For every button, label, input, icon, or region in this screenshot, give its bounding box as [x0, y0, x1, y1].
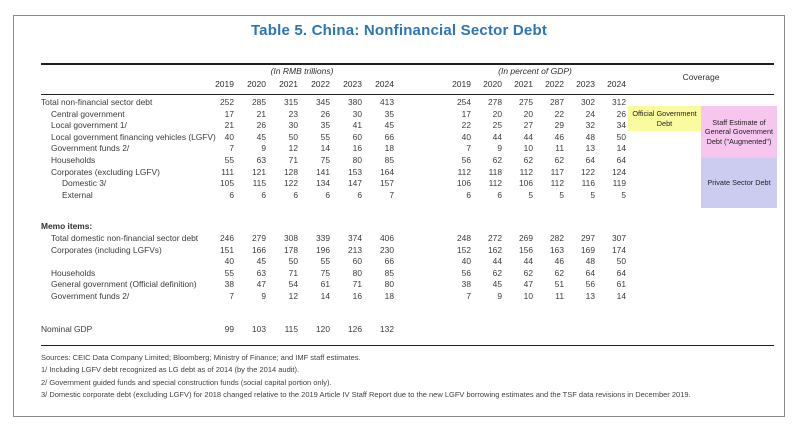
gdp-value — [473, 324, 504, 336]
rmb-value: 166 — [252, 244, 266, 255]
gdp-value: 20 — [492, 108, 502, 119]
footnotes — [41, 352, 776, 402]
gdp-value: 46 — [554, 256, 564, 267]
gdp-value: 14 — [616, 290, 626, 301]
gdp-value: 38 — [461, 279, 471, 290]
rmb-value: 75 — [320, 267, 330, 278]
coverage-gap — [628, 233, 774, 245]
gdp-value: 9 — [497, 290, 502, 301]
gdp-value: 10 — [523, 290, 533, 301]
gdp-value: 44 — [492, 131, 502, 142]
rmb-value: 60 — [352, 256, 362, 267]
rmb-value: 40 — [224, 256, 234, 267]
rmb-value: 246 — [220, 233, 234, 243]
rmb-value: 315 — [284, 97, 298, 107]
gdp-value: 50 — [616, 256, 626, 267]
rmb-value: 230 — [380, 244, 394, 255]
rmb-value: 178 — [284, 244, 298, 255]
row-label: Nominal GDP — [41, 324, 93, 334]
gdp-value: 48 — [585, 256, 595, 267]
rmb-value: 26 — [256, 120, 266, 131]
gdp-value: 275 — [519, 97, 533, 107]
gdp-value: 10 — [523, 143, 533, 154]
gdp-value: 118 — [488, 166, 502, 177]
rmb-value: 47 — [256, 279, 266, 290]
rmb-value: 7 — [389, 189, 394, 200]
rmb-value: 71 — [288, 154, 298, 165]
row-label: Domestic 3/ — [62, 178, 107, 189]
rmb-value: 122 — [284, 178, 298, 189]
gdp-value: 26 — [616, 108, 626, 119]
rmb-value: 14 — [320, 290, 330, 301]
rmb-value: 71 — [352, 279, 362, 290]
gdp-value: 62 — [554, 267, 564, 278]
rmb-value: 252 — [220, 97, 234, 107]
rmb-value: 7 — [229, 143, 234, 154]
gdp-value: 106 — [519, 178, 533, 189]
rmb-value: 80 — [384, 279, 394, 290]
rmb-value: 380 — [348, 97, 362, 107]
row-label: General government (Official definition) — [51, 279, 197, 290]
gdp-value: 7 — [466, 290, 471, 301]
rmb-value: 126 — [348, 324, 362, 334]
gdp-value: 11 — [555, 290, 564, 301]
rmb-value: 213 — [348, 244, 362, 255]
gdp-value: 297 — [581, 233, 595, 243]
rmb-value: 18 — [384, 143, 394, 154]
row-label: Households — [51, 267, 96, 278]
gdp-year-header: 2021 — [514, 79, 533, 89]
gdp-value: 62 — [554, 154, 564, 165]
rmb-group-caption: (In RMB trillions) — [270, 66, 334, 76]
coverage-box-private-sector-debt: Private Sector Debt — [701, 158, 777, 208]
header-rule — [41, 94, 774, 95]
rmb-value: 345 — [316, 97, 330, 107]
gdp-value: 64 — [616, 267, 626, 278]
gdp-value: 112 — [457, 166, 471, 177]
rmb-value: 121 — [252, 166, 266, 177]
column-gap — [398, 279, 442, 291]
table-title: Table 5. China: Nonfinancial Sector Debt — [250, 22, 548, 39]
rmb-value: 35 — [320, 120, 330, 131]
gdp-value — [442, 324, 473, 336]
gdp-value: 119 — [612, 178, 626, 189]
rmb-value: 35 — [384, 108, 394, 119]
gdp-value: 62 — [492, 154, 502, 165]
column-gap — [398, 155, 442, 167]
rmb-value: 40 — [224, 131, 234, 142]
gdp-value: 312 — [612, 97, 626, 107]
gdp-value: 254 — [457, 97, 471, 107]
footnote-3: 3/ Domestic corporate debt (excluding LGFV) for 2018 changed relative to the 2019 Article IV Staff Report due to the new LGFV borrowing estimates and the TSF data revisions in December 2019. — [41, 390, 691, 400]
column-gap — [398, 190, 442, 202]
rmb-value: 55 — [224, 154, 234, 165]
gdp-value: 61 — [616, 279, 626, 290]
rmb-value: 21 — [224, 120, 234, 131]
rmb-value: 45 — [256, 131, 266, 142]
gdp-value: 287 — [550, 97, 564, 107]
gdp-value: 174 — [612, 244, 626, 255]
coverage-gap — [628, 256, 774, 268]
gdp-value: 13 — [585, 290, 595, 301]
rmb-value: 111 — [221, 166, 234, 177]
gdp-value: 51 — [554, 279, 564, 290]
column-gap — [398, 233, 442, 245]
rmb-value: 157 — [380, 178, 394, 189]
gdp-value: 24 — [585, 108, 595, 119]
column-gap — [398, 324, 442, 336]
rmb-value: 17 — [224, 108, 234, 119]
rmb-value: 80 — [352, 267, 362, 278]
rmb-value: 6 — [229, 189, 234, 200]
rmb-value: 339 — [316, 233, 330, 243]
row-label: Corporates (including LGFVs) — [51, 244, 162, 255]
rmb-value: 41 — [352, 120, 362, 131]
gdp-value: 269 — [519, 233, 533, 243]
rmb-value: 50 — [288, 131, 298, 142]
column-gap — [398, 245, 442, 257]
gdp-value: 29 — [554, 120, 564, 131]
gdp-value: 307 — [612, 233, 626, 243]
gdp-value: 11 — [555, 143, 564, 154]
gdp-value: 46 — [554, 131, 564, 142]
coverage-gap — [628, 291, 774, 303]
rmb-value: 6 — [357, 189, 362, 200]
gdp-value: 152 — [457, 244, 471, 255]
rmb-value: 12 — [288, 143, 298, 154]
gdp-value: 64 — [616, 154, 626, 165]
gdp-value: 112 — [519, 166, 533, 177]
rmb-value: 55 — [320, 256, 330, 267]
gdp-value: 6 — [497, 189, 502, 200]
gdp-value: 162 — [488, 244, 502, 255]
gdp-value: 56 — [461, 154, 471, 165]
gdp-value: 14 — [616, 143, 626, 154]
gdp-value: 64 — [585, 267, 595, 278]
gdp-value: 248 — [457, 233, 471, 243]
rmb-value: 30 — [352, 108, 362, 119]
rmb-value: 103 — [252, 324, 266, 334]
rmb-value: 413 — [380, 97, 394, 107]
gdp-year-header: 2023 — [576, 79, 595, 89]
year-header-row — [41, 79, 774, 91]
coverage-gap — [628, 245, 774, 257]
rmb-value: 279 — [252, 233, 266, 243]
rmb-value: 196 — [316, 244, 330, 255]
gdp-value: 5 — [559, 189, 564, 200]
rmb-value: 99 — [224, 324, 234, 334]
row-label: External — [62, 189, 93, 200]
rmb-value: 12 — [288, 290, 298, 301]
bottom-rule — [41, 345, 774, 346]
gdp-value: 112 — [488, 178, 502, 189]
rmb-value: 9 — [261, 290, 266, 301]
column-gap — [398, 291, 442, 303]
row-label — [41, 256, 206, 268]
coverage-gap — [628, 279, 774, 291]
column-gap — [398, 109, 442, 121]
gdp-value: 47 — [523, 279, 533, 290]
gdp-value: 62 — [492, 267, 502, 278]
table-frame — [13, 15, 785, 417]
rmb-year-header: 2024 — [375, 79, 394, 89]
gdp-group-caption: (In percent of GDP) — [498, 66, 572, 76]
rmb-value: 6 — [293, 189, 298, 200]
gdp-value: 282 — [550, 233, 564, 243]
rmb-year-header: 2023 — [343, 79, 362, 89]
row-label: Corporates (excluding LGFV) — [51, 166, 160, 177]
rmb-value: 147 — [348, 178, 362, 189]
column-gap — [398, 167, 442, 179]
rmb-value: 285 — [252, 97, 266, 107]
rmb-value: 18 — [384, 290, 394, 301]
row-label: Central government — [51, 108, 125, 119]
column-gap — [398, 132, 442, 144]
rmb-value: 151 — [220, 244, 234, 255]
gdp-value: 40 — [461, 256, 471, 267]
memo-table-rows — [41, 233, 774, 303]
rmb-value: 55 — [320, 131, 330, 142]
rmb-value: 80 — [352, 154, 362, 165]
rmb-value: 134 — [316, 178, 330, 189]
gdp-year-header: 2022 — [545, 79, 564, 89]
gdp-value: 163 — [550, 244, 564, 255]
column-gap — [398, 120, 442, 132]
rmb-value: 141 — [316, 166, 330, 177]
rmb-value: 374 — [348, 233, 362, 243]
gdp-value: 116 — [581, 178, 595, 189]
coverage-box-augmented-government-debt: Staff Estimate of General Government Debt ("Augmented") — [701, 106, 777, 158]
rmb-value: 164 — [380, 166, 394, 177]
rmb-year-header: 2021 — [279, 79, 298, 89]
rmb-year-header: 2020 — [247, 79, 266, 89]
gdp-value: 106 — [457, 178, 471, 189]
rmb-value: 105 — [220, 178, 234, 189]
row-label: Households — [51, 154, 96, 165]
footnote-1: 1/ Including LGFV debt recognized as LG debt as of 2014 (by the 2014 audit). — [41, 365, 300, 375]
gdp-value: 34 — [616, 120, 626, 131]
rmb-value: 66 — [384, 131, 394, 142]
gdp-value: 50 — [616, 131, 626, 142]
rmb-value: 30 — [288, 120, 298, 131]
rmb-value: 6 — [325, 189, 330, 200]
gdp-value: 44 — [523, 131, 533, 142]
row-label: Local government 1/ — [51, 120, 127, 131]
gdp-value: 48 — [585, 131, 595, 142]
column-gap — [398, 143, 442, 155]
rmb-value: 71 — [288, 267, 298, 278]
gdp-value — [597, 324, 628, 336]
rmb-value: 308 — [284, 233, 298, 243]
rmb-value: 16 — [352, 143, 362, 154]
rmb-value: 14 — [320, 143, 330, 154]
gdp-year-header: 2019 — [452, 79, 471, 89]
rmb-value: 406 — [380, 233, 394, 243]
rmb-value: 50 — [288, 256, 298, 267]
rmb-year-header: 2019 — [215, 79, 234, 89]
gdp-value: 5 — [528, 189, 533, 200]
gdp-value: 122 — [581, 166, 595, 177]
gdp-value: 117 — [550, 166, 564, 177]
gdp-value: 56 — [585, 279, 595, 290]
gdp-value: 17 — [461, 108, 471, 119]
column-gap — [398, 97, 442, 109]
gdp-value: 278 — [488, 97, 502, 107]
year-header-spacer — [41, 79, 206, 91]
gdp-value: 62 — [523, 267, 533, 278]
gdp-value: 6 — [466, 189, 471, 200]
gdp-value: 169 — [581, 244, 595, 255]
gdp-year-header: 2020 — [483, 79, 502, 89]
rmb-value: 23 — [288, 108, 298, 119]
gdp-value: 124 — [612, 166, 626, 177]
coverage-gap — [628, 324, 774, 336]
nominal-gdp-row — [41, 324, 774, 336]
gdp-value: 25 — [492, 120, 502, 131]
rmb-value: 128 — [284, 166, 298, 177]
gdp-value: 22 — [554, 108, 564, 119]
gdp-value — [504, 324, 535, 336]
gdp-value: 7 — [466, 143, 471, 154]
rmb-value: 120 — [316, 324, 330, 334]
rmb-value: 7 — [229, 290, 234, 301]
rmb-value: 45 — [384, 120, 394, 131]
rmb-value: 61 — [320, 279, 330, 290]
rmb-value: 45 — [256, 256, 266, 267]
gdp-value: 64 — [585, 154, 595, 165]
rmb-value: 75 — [320, 154, 330, 165]
column-gap — [398, 178, 442, 190]
rmb-value: 21 — [256, 108, 266, 119]
gdp-value: 5 — [621, 189, 626, 200]
gdp-value: 27 — [523, 120, 533, 131]
gdp-value: 56 — [461, 267, 471, 278]
rmb-value: 55 — [224, 267, 234, 278]
rmb-value: 63 — [256, 267, 266, 278]
rmb-value: 26 — [320, 108, 330, 119]
rmb-value: 115 — [284, 324, 298, 334]
top-rule — [41, 63, 774, 65]
gdp-value: 40 — [461, 131, 471, 142]
gdp-value: 302 — [581, 97, 595, 107]
coverage-gap — [628, 79, 774, 91]
row-label: Local government financing vehicles (LGFV) — [51, 131, 216, 142]
column-gap — [398, 268, 442, 280]
gdp-value: 22 — [461, 120, 471, 131]
rmb-year-header: 2022 — [311, 79, 330, 89]
coverage-column-header: Coverage — [682, 72, 720, 82]
row-label: Government funds 2/ — [51, 290, 130, 301]
gdp-year-header: 2024 — [607, 79, 626, 89]
rmb-value: 54 — [288, 279, 298, 290]
gdp-value: 9 — [497, 143, 502, 154]
rmb-value: 85 — [384, 154, 394, 165]
rmb-value: 66 — [384, 256, 394, 267]
gdp-value: 62 — [523, 154, 533, 165]
rmb-value: 16 — [352, 290, 362, 301]
coverage-gap — [628, 268, 774, 280]
gdp-value: 5 — [590, 189, 595, 200]
gdp-value — [535, 324, 566, 336]
footnote-2: 2/ Government guided funds and special construction funds (social capital portion only). — [41, 377, 332, 387]
rmb-value: 63 — [256, 154, 266, 165]
row-label: Total non-financial sector debt — [41, 97, 153, 107]
row-label: Government funds 2/ — [51, 143, 130, 154]
gdp-value: 44 — [492, 256, 502, 267]
coverage-box-official-government-debt: Official Government Debt — [628, 106, 701, 131]
gdp-value: 44 — [523, 256, 533, 267]
gdp-value: 156 — [519, 244, 533, 255]
rmb-value: 85 — [384, 267, 394, 278]
rmb-value: 153 — [348, 166, 362, 177]
gdp-value: 13 — [585, 143, 595, 154]
gdp-value — [566, 324, 597, 336]
column-gap — [398, 79, 442, 91]
gdp-value: 272 — [488, 233, 502, 243]
gdp-value: 45 — [492, 279, 502, 290]
sources-note: Sources: CEIC Data Company Limited; Bloomberg; Ministry of Finance; and IMF staff estimates. — [41, 353, 361, 362]
column-gap — [398, 256, 442, 268]
rmb-value: 9 — [261, 143, 266, 154]
rmb-value: 115 — [252, 178, 266, 189]
row-label: Total domestic non-financial sector debt — [51, 233, 199, 243]
gdp-value: 112 — [550, 178, 564, 189]
gdp-value: 20 — [523, 108, 533, 119]
rmb-value: 38 — [224, 279, 234, 290]
gdp-value: 32 — [585, 120, 595, 131]
rmb-value: 132 — [380, 324, 394, 334]
memo-items-heading: Memo items: — [41, 221, 93, 231]
rmb-value: 6 — [261, 189, 266, 200]
rmb-value: 60 — [352, 131, 362, 142]
